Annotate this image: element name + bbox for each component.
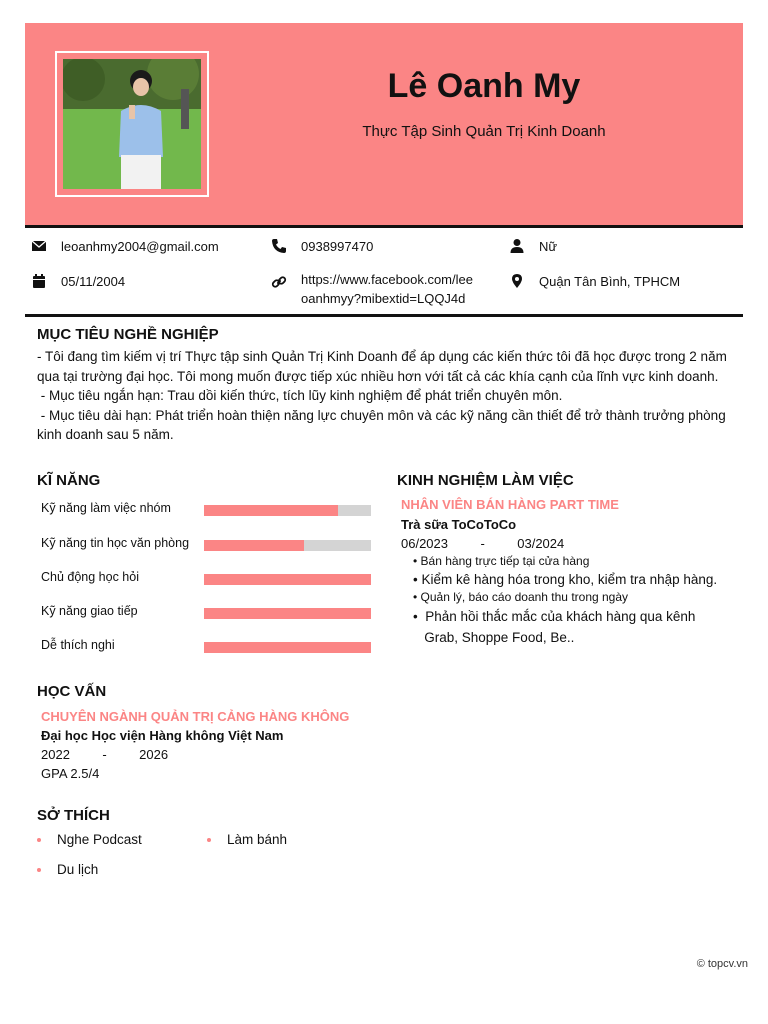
experience-position: NHÂN VIÊN BÁN HÀNG PART TIME (401, 497, 619, 512)
skill-bar-fill (204, 574, 371, 585)
education-title: HỌC VẤN (37, 683, 107, 700)
facebook-link-line1[interactable]: https://www.facebook.com/lee (301, 272, 473, 287)
education-gpa: GPA 2.5/4 (41, 766, 100, 781)
experience-dates (401, 536, 564, 551)
education-separator: - (102, 747, 107, 762)
skill-item (41, 637, 371, 657)
facebook-link-line2[interactable]: oanhmyy?mibextid=LQQJ4d (301, 291, 466, 306)
objective-line: - Mục tiêu dài hạn: Phát triển hoàn thiện năng lực chuyên môn và các kỹ năng cần thiết để trở thành trưởng phòng (37, 407, 726, 423)
contact-info (25, 225, 743, 317)
experience-company: Trà sữa ToCoToCo (401, 517, 517, 532)
skill-label: Kỹ năng làm việc nhóm (41, 501, 171, 515)
phone-icon (271, 238, 287, 254)
contact-facebook[interactable] (271, 270, 473, 308)
candidate-job-title: Thực Tập Sinh Quản Trị Kinh Doanh (362, 123, 606, 140)
skill-item (41, 569, 371, 589)
contact-birthday: 05/11/2004 (31, 272, 125, 291)
duty-item: Grab, Shoppe Food, Be.. (413, 630, 575, 645)
bullet-dot-icon (207, 838, 211, 842)
facebook-link[interactable] (301, 270, 473, 308)
skill-label: Kỹ năng giao tiếp (41, 604, 138, 618)
footer-watermark: © topcv.vn (696, 958, 748, 970)
education-school: Đại học Học viện Hàng không Việt Nam (41, 728, 284, 743)
bullet-dot-icon (37, 868, 41, 872)
duty-item: • Kiểm kê hàng hóa trong kho, kiểm tra nhập hàng. (413, 572, 718, 587)
skill-bar-fill (204, 608, 371, 619)
header-banner (25, 23, 743, 225)
contact-email: leoanhmy2004@gmail.com (31, 237, 219, 256)
skill-bar-fill (204, 505, 338, 516)
skill-label: Chủ động học hỏi (41, 570, 139, 584)
skill-label: Kỹ năng tin học văn phòng (41, 536, 190, 550)
profile-photo-frame (55, 51, 209, 197)
objective-title: MỤC TIÊU NGHỀ NGHIỆP (37, 326, 219, 343)
candidate-name: Lê Oanh My (387, 67, 581, 105)
skill-item (41, 535, 371, 555)
objective-line: qua tại trường đại học. Tôi mong muốn được tiếp xúc nhiều hơn với tất cả các khía cạnh của lĩnh vực kinh doanh. (37, 368, 719, 384)
objective-line: kinh doanh sau 5 năm. (37, 427, 174, 442)
map-pin-icon (509, 273, 525, 289)
skill-item (41, 500, 371, 520)
skills-title: KĨ NĂNG (37, 472, 101, 489)
objective-text (37, 347, 737, 445)
skill-bar (204, 642, 371, 653)
experience-title: KINH NGHIỆM LÀM VIỆC (397, 472, 574, 489)
education-dates (41, 747, 168, 762)
skill-label: Dễ thích nghi (41, 638, 115, 652)
contact-phone: 0938997470 (271, 237, 373, 256)
user-icon (509, 238, 525, 254)
link-icon (271, 274, 287, 290)
contact-address: Quận Tân Bình, TPHCM (509, 272, 680, 291)
duty-item: • Quản lý, báo cáo doanh thu trong ngày (413, 590, 629, 604)
skill-bar (204, 540, 371, 551)
contact-gender: Nữ (509, 237, 557, 256)
experience-separator: - (480, 536, 485, 551)
skill-item (41, 603, 371, 623)
calendar-icon (31, 273, 47, 289)
profile-photo (63, 59, 201, 189)
hobby-item: Du lịch (37, 862, 98, 877)
bullet-dot-icon (37, 838, 41, 842)
education-major: CHUYÊN NGÀNH QUẢN TRỊ CẢNG HÀNG KHÔNG (41, 709, 350, 724)
skill-bar (204, 608, 371, 619)
skill-bar-fill (204, 642, 371, 653)
skill-bar (204, 505, 371, 516)
experience-duties (401, 553, 741, 647)
hobby-item: Nghe Podcast (37, 832, 142, 847)
skill-bar (204, 574, 371, 585)
education-end: 2026 (139, 747, 169, 762)
envelope-icon (31, 238, 47, 254)
hobby-item: Làm bánh (207, 832, 287, 847)
experience-start: 06/2023 (401, 536, 448, 551)
hobbies-title: SỞ THÍCH (37, 807, 110, 824)
objective-line: - Mục tiêu ngắn hạn: Trau dồi kiến thức, tích lũy kinh nghiệm để phát triển chuyên môn. (37, 388, 563, 403)
experience-end: 03/2024 (517, 536, 565, 551)
education-start: 2022 (41, 747, 70, 762)
objective-line: - Tôi đang tìm kiếm vị trí Thực tập sinh Quản Trị Kinh Doanh để áp dụng các kiến thức tôi đã học được trong 2 năm (37, 349, 727, 364)
duty-item: • Phản hồi thắc mắc của khách hàng qua kênh (413, 609, 696, 624)
skill-bar-fill (204, 540, 304, 551)
duty-item: • Bán hàng trực tiếp tại cửa hàng (413, 554, 590, 568)
